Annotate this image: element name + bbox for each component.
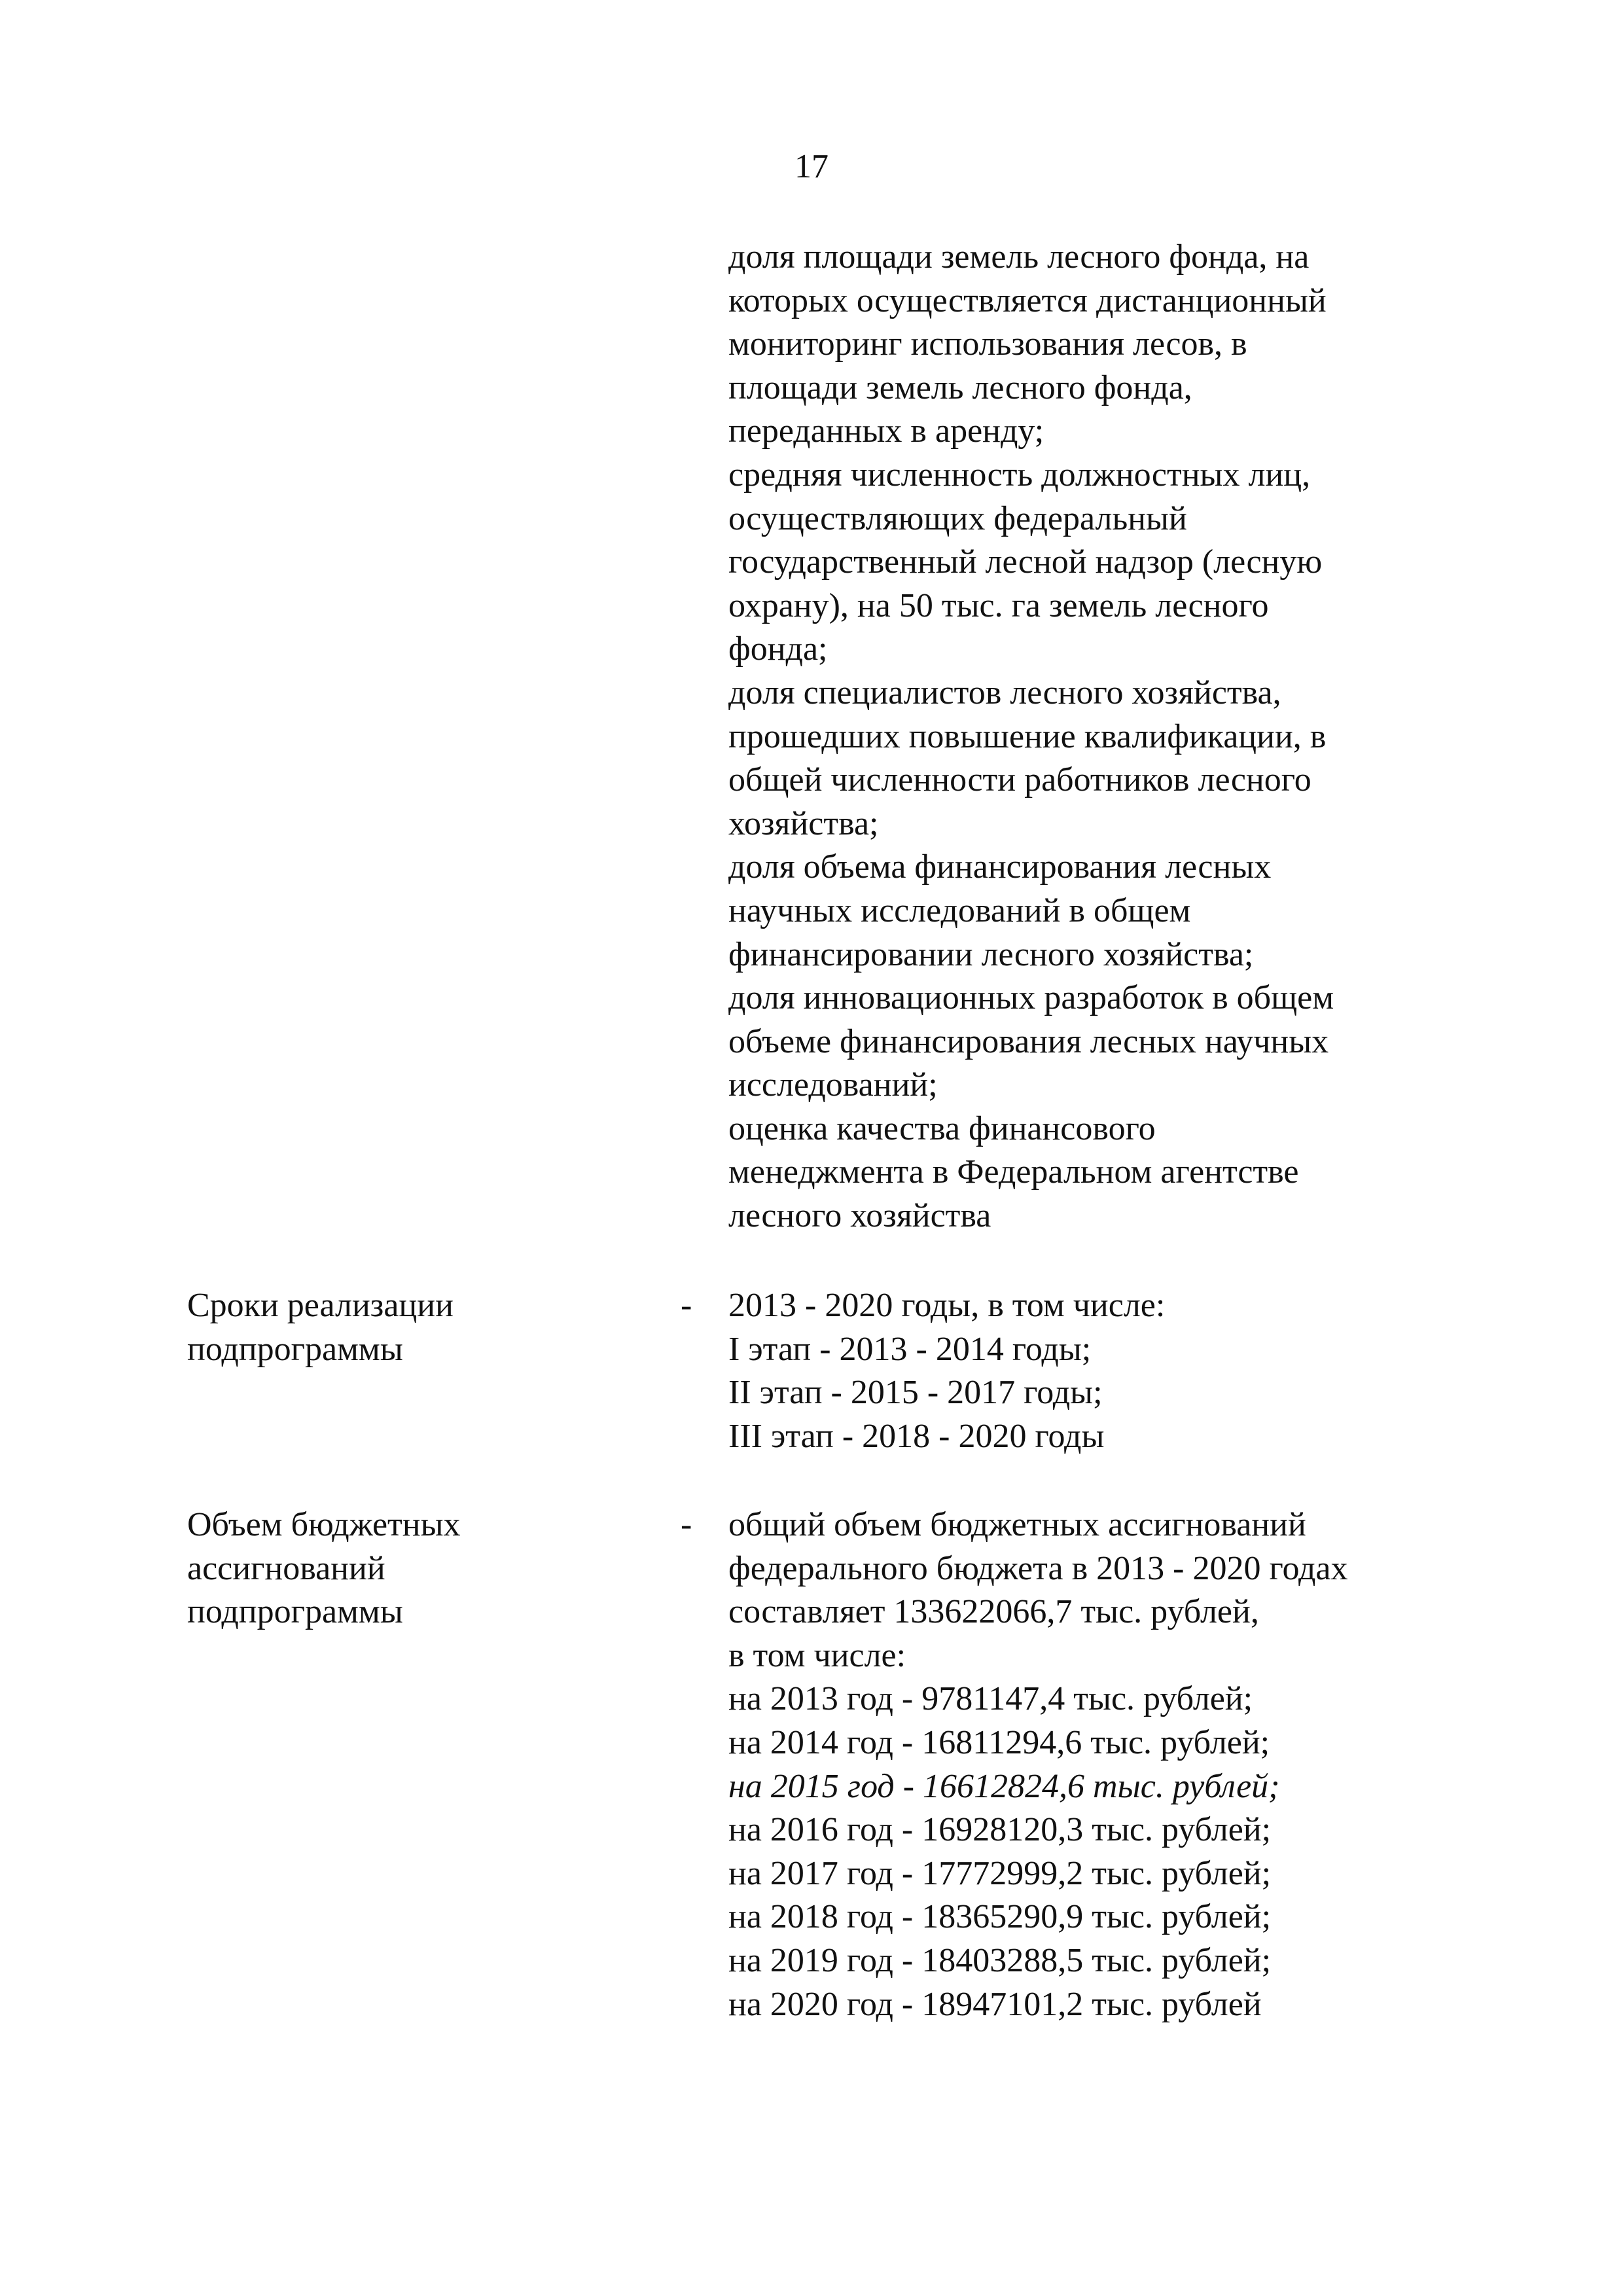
indicator-line: охрану), на 50 тыс. га земель лесного bbox=[728, 586, 1269, 624]
budget-year-line: на 2017 год - 17772999,2 тыс. рублей; bbox=[728, 1854, 1272, 1892]
budget-allocations-label bbox=[187, 1503, 658, 1634]
budget-allocations-content bbox=[728, 1503, 1546, 2026]
label-line: Сроки реализации bbox=[187, 1287, 454, 1324]
indicator-line: доля площади земель лесного фонда, на bbox=[728, 238, 1310, 276]
indicator-line: хозяйства; bbox=[728, 804, 879, 842]
budget-year-line: на 2016 год - 16928120,3 тыс. рублей; bbox=[728, 1811, 1272, 1849]
indicator-line: фонда; bbox=[728, 630, 828, 668]
label-line: ассигнований bbox=[187, 1549, 385, 1587]
indicator-line: прошедших повышение квалификации, в bbox=[728, 717, 1327, 755]
indicator-line: менеджмента в Федеральном агентстве bbox=[728, 1153, 1299, 1191]
indicator-line: научных исследований в общем bbox=[728, 891, 1191, 929]
indicator-line: доля объема финансирования лесных bbox=[728, 848, 1272, 886]
label-line: Объем бюджетных bbox=[187, 1506, 461, 1543]
budget-year-line: на 2019 год - 18403288,5 тыс. рублей; bbox=[728, 1941, 1272, 1979]
indicator-line: финансировании лесного хозяйства; bbox=[728, 935, 1254, 973]
content-line: составляет 133622066,7 тыс. рублей, bbox=[728, 1593, 1259, 1631]
content-line: федерального бюджета в 2013 - 2020 годах bbox=[728, 1549, 1348, 1587]
implementation-terms-content bbox=[728, 1284, 1546, 1458]
dash-separator: - bbox=[681, 1506, 692, 1543]
indicator-line: средняя численность должностных лиц, bbox=[728, 456, 1311, 493]
indicator-line: государственный лесной надзор (лесную bbox=[728, 543, 1323, 581]
budget-year-line: на 2013 год - 9781147,4 тыс. рублей; bbox=[728, 1680, 1253, 1718]
content-line: I этап - 2013 - 2014 годы; bbox=[728, 1330, 1092, 1368]
indicator-line: которых осуществляется дистанционный bbox=[728, 281, 1327, 319]
indicator-line: площади земель лесного фонда, bbox=[728, 368, 1192, 406]
budget-year-line: на 2018 год - 18365290,9 тыс. рублей; bbox=[728, 1898, 1272, 1936]
implementation-terms-label bbox=[187, 1284, 658, 1371]
indicator-line: доля инновационных разработок в общем bbox=[728, 979, 1334, 1017]
indicator-line: переданных в аренду; bbox=[728, 412, 1044, 450]
indicator-line: доля специалистов лесного хозяйства, bbox=[728, 673, 1281, 711]
indicator-line: осуществляющих федеральный bbox=[728, 499, 1187, 537]
budget-year-line: на 2015 год - 16612824,6 тыс. рублей; bbox=[728, 1767, 1280, 1805]
indicator-line: мониторинг использования лесов, в bbox=[728, 325, 1247, 363]
content-line: общий объем бюджетных ассигнований bbox=[728, 1506, 1306, 1543]
indicator-line: лесного хозяйства bbox=[728, 1197, 991, 1235]
indicator-line: исследований; bbox=[728, 1066, 938, 1104]
budget-year-line: на 2020 год - 18947101,2 тыс. рублей bbox=[728, 1985, 1262, 2023]
content-line: II этап - 2015 - 2017 годы; bbox=[728, 1374, 1103, 1412]
content-line: в том числе: bbox=[728, 1636, 906, 1674]
indicators-list bbox=[728, 236, 1540, 1238]
budget-year-line: на 2014 год - 16811294,6 тыс. рублей; bbox=[728, 1723, 1270, 1761]
page-number: 17 bbox=[794, 148, 829, 185]
dash-separator: - bbox=[681, 1287, 692, 1324]
content-line: III этап - 2018 - 2020 годы bbox=[728, 1417, 1105, 1455]
label-line: подпрограммы bbox=[187, 1330, 403, 1368]
label-line: подпрограммы bbox=[187, 1593, 403, 1631]
indicator-line: общей численности работников лесного bbox=[728, 761, 1311, 799]
content-line: 2013 - 2020 годы, в том числе: bbox=[728, 1287, 1166, 1324]
indicator-line: объеме финансирования лесных научных bbox=[728, 1022, 1329, 1060]
indicator-line: оценка качества финансового bbox=[728, 1109, 1156, 1147]
